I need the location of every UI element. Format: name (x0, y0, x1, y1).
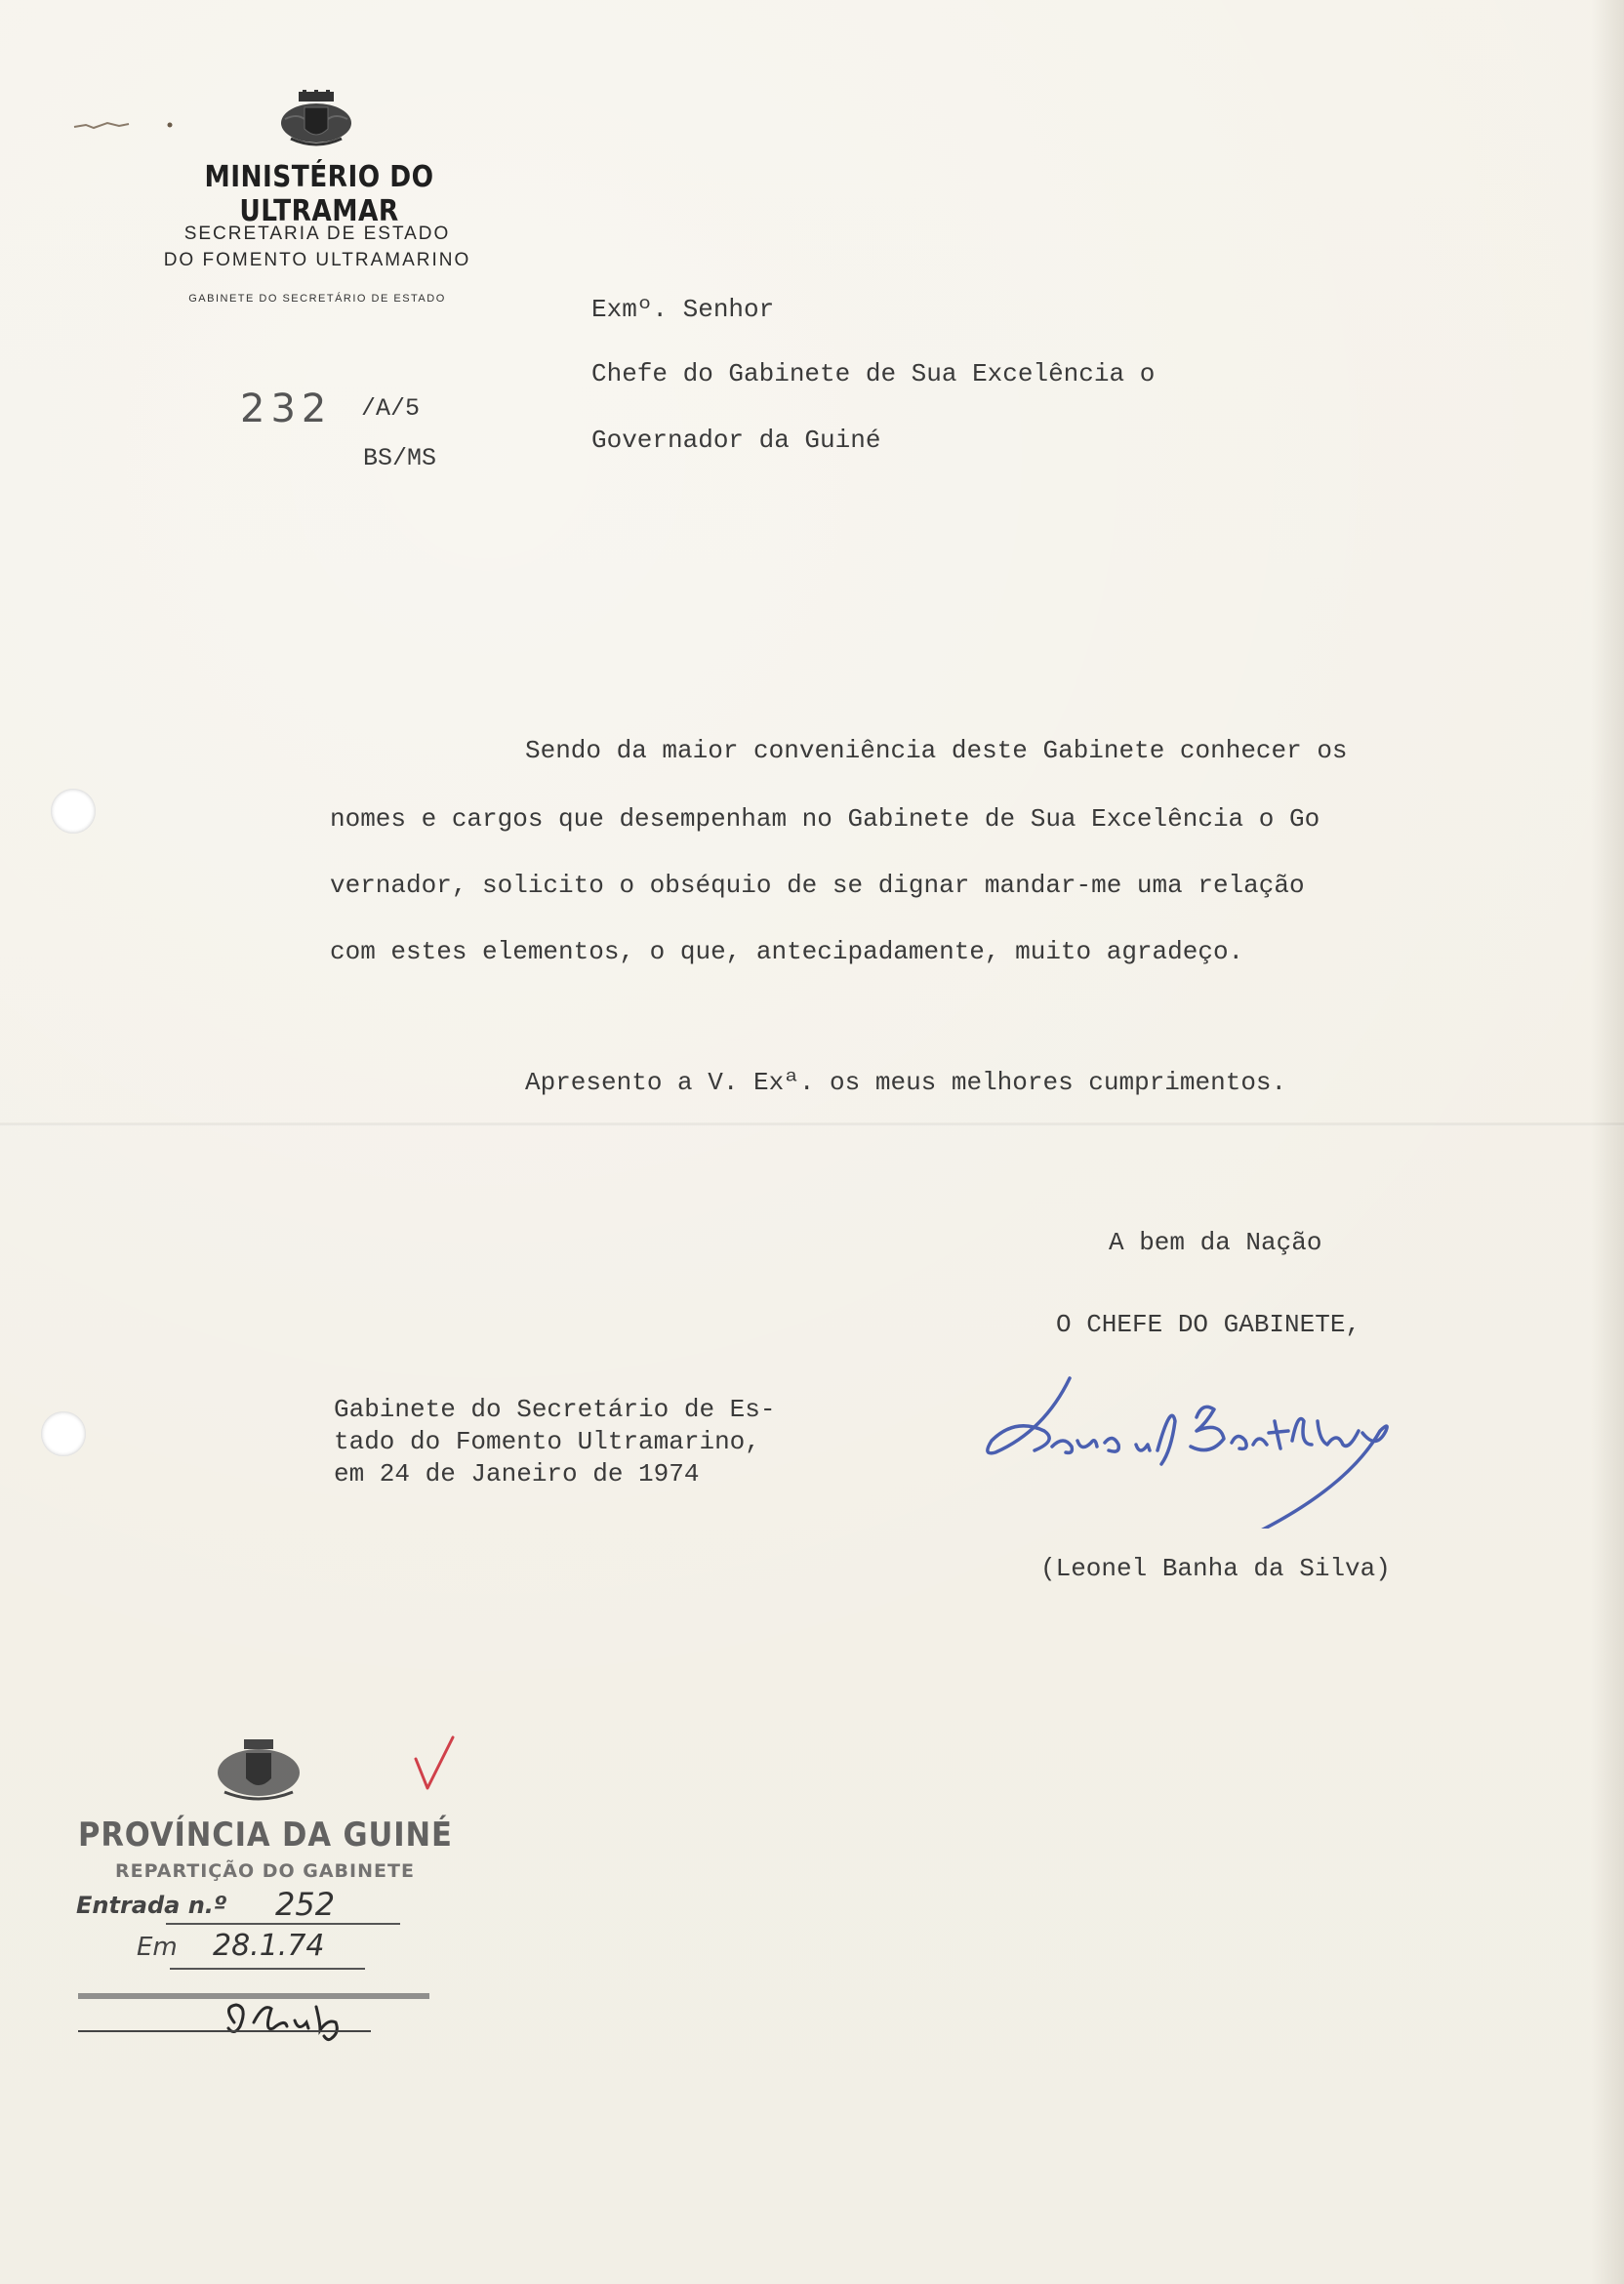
reference-number: 232 (240, 387, 333, 431)
place-date (334, 1394, 775, 1490)
stamp-department: REPARTIÇÃO DO GABINETE (115, 1860, 415, 1882)
stamp-em-label: Em (137, 1933, 178, 1962)
closing-title: O CHEFE DO GABINETE, (1056, 1310, 1361, 1339)
secretaria-line-1: SECRETARIA DE ESTADO (183, 224, 451, 244)
addressee-line-2: Chefe do Gabinete de Sua Excelência o (591, 359, 1156, 388)
body-line-3: vernador, solicito o obséquio de se dignar mandar-me uma relação (330, 871, 1305, 900)
place-date-line-3: em 24 de Janeiro de 1974 (334, 1459, 700, 1489)
punch-hole-top (51, 789, 96, 834)
stamp-entrada-label: Entrada n.º (76, 1892, 227, 1919)
closing-salutation: A bem da Nação (1109, 1228, 1322, 1257)
punch-hole-bottom (41, 1411, 86, 1456)
secretaria-line-2: DO FOMENTO ULTRAMARINO (163, 250, 471, 270)
margin-mark (72, 113, 180, 137)
addressee-line-3: Governador da Guiné (591, 426, 881, 455)
ministry-name: MINISTÉRIO DO ULTRAMAR (204, 160, 434, 228)
stamp-em-value: 28.1.74 (213, 1929, 325, 1963)
place-date-line-2: tado do Fomento Ultramarino, (334, 1427, 760, 1456)
stamp-bottom-line (78, 2030, 371, 2032)
signatory-name: (Leonel Banha da Silva) (1040, 1554, 1391, 1583)
stamp-underline-1 (166, 1923, 400, 1925)
stamp-entrada-value: 252 (275, 1886, 336, 1923)
body-line-1: Sendo da maior conveniência deste Gabinete conhecer os (525, 736, 1348, 765)
fold-line (0, 1122, 1624, 1126)
gabinete-heading: GABINETE DO SECRETÁRIO DE ESTADO (188, 293, 446, 305)
reference-suffix: /A/5 (361, 394, 421, 423)
reference-initials: BS/MS (363, 444, 437, 472)
body-line-4: com estes elementos, o que, antecipadamente, muito agradeço. (330, 937, 1244, 966)
page-edge (1591, 0, 1624, 2284)
addressee-line-1: Exmº. Senhor (591, 295, 775, 324)
stamp-initials-signature (215, 1993, 361, 2042)
body-greeting: Apresento a V. Exª. os meus melhores cumprimentos. (525, 1068, 1287, 1097)
secretaria-heading (146, 221, 488, 273)
stamp-title: PROVÍNCIA DA GUINÉ (78, 1815, 453, 1855)
check-mark-icon (412, 1733, 457, 1792)
place-date-line-1: Gabinete do Secretário de Es- (334, 1395, 776, 1424)
body-line-2: nomes e cargos que desempenham no Gabinete de Sua Excelência o Go (330, 804, 1320, 834)
coat-of-arms-icon (277, 90, 355, 150)
stamp-crest-icon (215, 1737, 303, 1806)
signature (976, 1363, 1464, 1529)
stamp-underline-2 (170, 1968, 365, 1970)
